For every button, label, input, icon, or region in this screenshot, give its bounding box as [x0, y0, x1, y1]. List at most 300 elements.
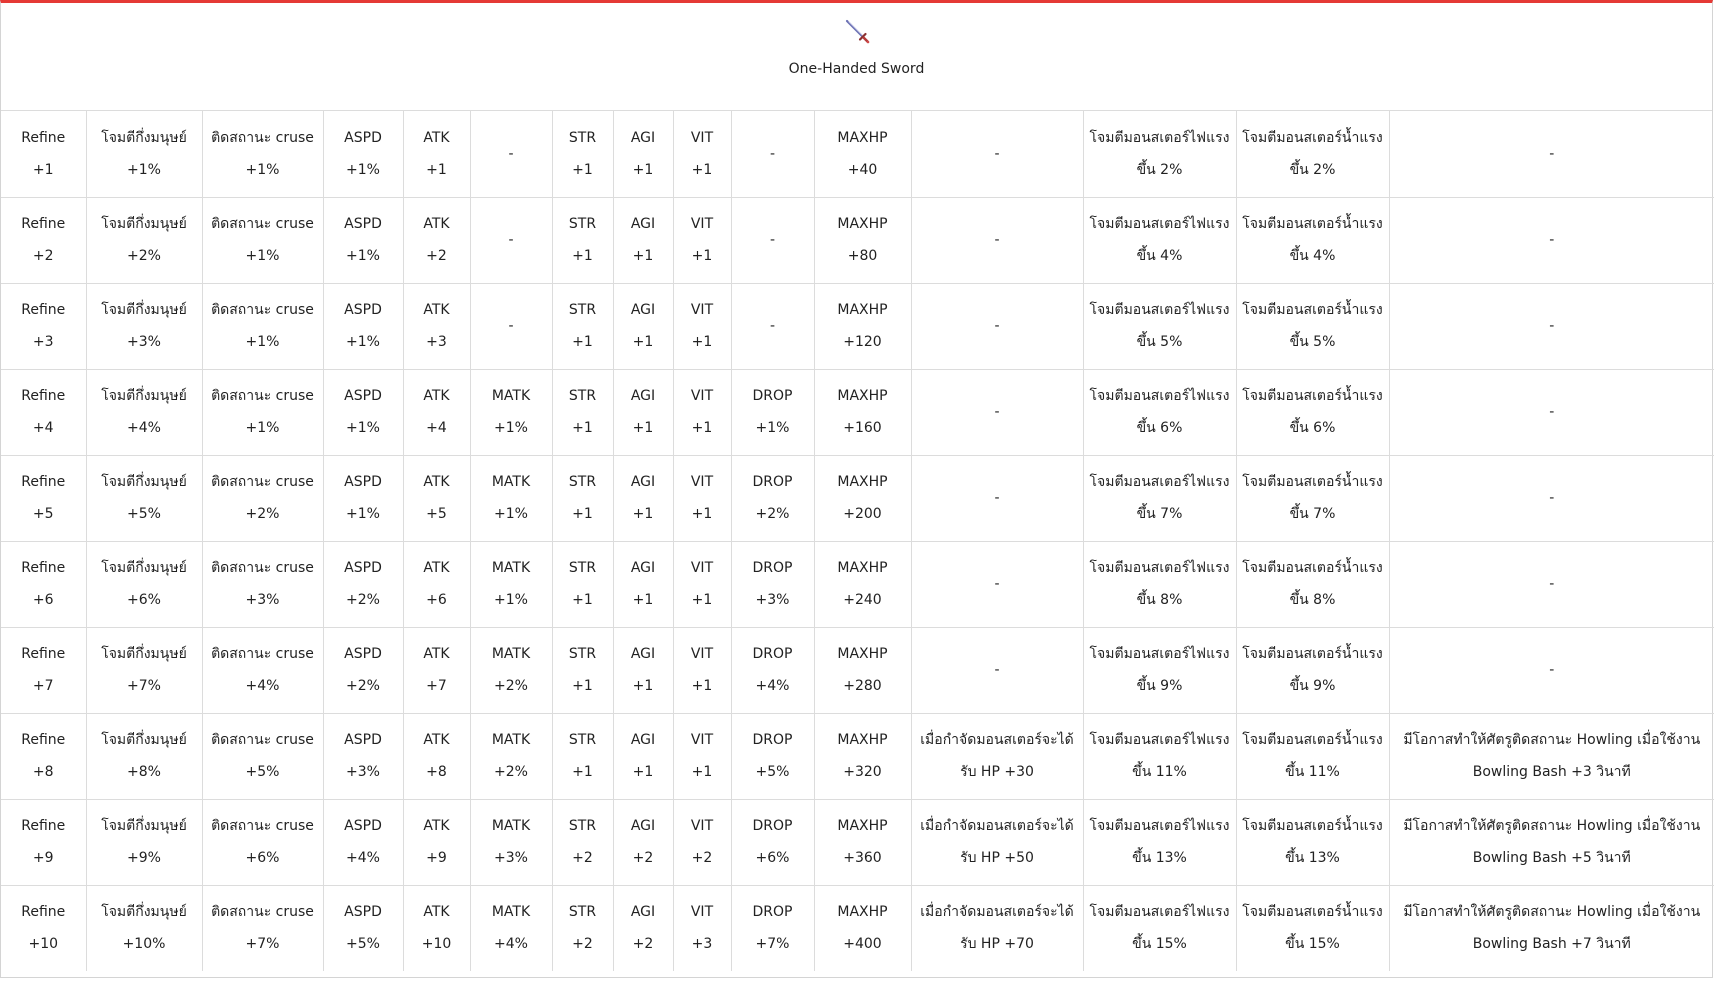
cell-curse: [202, 541, 323, 627]
maxhp-value: +400: [843, 936, 882, 953]
atk-label: ATK: [423, 560, 450, 576]
fire-label: โจมตีมอนสเตอร์ไฟแรง: [1089, 388, 1230, 404]
cell-kill: [911, 885, 1083, 971]
maxhp-value: +280: [843, 678, 882, 694]
aspd-label: ASPD: [344, 818, 382, 834]
matk-label: MATK: [491, 474, 531, 490]
humanoid-label: โจมตีกึ่งมนุษย์: [101, 646, 187, 662]
cell-aspd: [323, 885, 403, 971]
fire-label: โจมตีมอนสเตอร์ไฟแรง: [1089, 818, 1230, 834]
humanoid-value: +1%: [127, 161, 161, 178]
maxhp-value: +200: [843, 506, 882, 522]
humanoid-value: +7%: [127, 678, 161, 694]
cell-water: [1236, 627, 1389, 713]
matk-label: -: [508, 145, 514, 162]
humanoid-label: โจมตีกึ่งมนุษย์: [101, 474, 187, 490]
cell-aspd: [323, 541, 403, 627]
cell-kill: [911, 541, 1083, 627]
agi-label: AGI: [630, 388, 656, 404]
table-row: [1, 455, 1714, 541]
matk-value: +1%: [494, 506, 528, 522]
cell-fire: [1083, 627, 1236, 713]
cell-atk: [403, 111, 470, 197]
agi-value: +1: [632, 764, 654, 780]
cell-matk: [470, 713, 552, 799]
refine-value: +7: [32, 678, 54, 694]
cell-humanoid: [86, 541, 202, 627]
fire-value: ขึ้น 6%: [1136, 420, 1183, 436]
cell-refine: [1, 627, 86, 713]
water-value: ขึ้น 15%: [1285, 936, 1340, 953]
agi-label: AGI: [630, 216, 656, 232]
fire-value: ขึ้น 8%: [1136, 592, 1183, 608]
agi-label: AGI: [630, 129, 656, 146]
vit-value: +1: [691, 506, 713, 522]
howl-label: มีโอกาสทำให้ศัตรูติดสถานะ Howling เมื่อใช้งาน: [1403, 818, 1701, 834]
cell-str: [552, 369, 613, 455]
str-label: STR: [568, 904, 597, 921]
cell-atk: [403, 885, 470, 971]
fire-value: ขึ้น 5%: [1136, 334, 1183, 350]
cell-curse: [202, 627, 323, 713]
curse-label: ติดสถานะ cruse: [211, 560, 314, 576]
kill-label: เมื่อกำจัดมอนสเตอร์จะได้: [920, 818, 1074, 834]
weapon-header: [1, 3, 1712, 111]
cell-atk: [403, 713, 470, 799]
cell-str: [552, 283, 613, 369]
cell-howl: [1389, 541, 1714, 627]
vit-value: +2: [691, 850, 713, 866]
cell-water: [1236, 713, 1389, 799]
curse-value: +3%: [245, 592, 280, 608]
howl-label: -: [1549, 232, 1555, 248]
cell-curse: [202, 713, 323, 799]
vit-label: VIT: [690, 904, 714, 921]
cell-refine: [1, 111, 86, 197]
agi-value: +1: [632, 420, 654, 436]
cell-str: [552, 885, 613, 971]
cell-maxhp: [814, 885, 911, 971]
curse-value: +1%: [245, 161, 280, 178]
kill-label: -: [994, 145, 1000, 162]
water-label: โจมตีมอนสเตอร์น้ำแรง: [1242, 129, 1383, 146]
cell-aspd: [323, 455, 403, 541]
water-label: โจมตีมอนสเตอร์น้ำแรง: [1242, 388, 1383, 404]
cell-howl: [1389, 197, 1714, 283]
humanoid-label: โจมตีกึ่งมนุษย์: [101, 560, 187, 576]
cell-humanoid: [86, 197, 202, 283]
cell-agi: [613, 885, 673, 971]
sword-icon: [844, 18, 870, 44]
fire-value: ขึ้น 7%: [1136, 506, 1183, 522]
cell-atk: [403, 369, 470, 455]
matk-label: MATK: [491, 388, 531, 404]
cell-vit: [673, 455, 731, 541]
cell-kill: [911, 627, 1083, 713]
refine-table: [1, 111, 1714, 971]
drop-label: DROP: [752, 818, 793, 834]
humanoid-value: +8%: [127, 764, 161, 780]
refine-value: +3: [32, 334, 54, 350]
maxhp-value: +320: [843, 764, 882, 780]
agi-value: +1: [632, 506, 654, 522]
table-row: [1, 541, 1714, 627]
str-value: +1: [572, 161, 593, 178]
drop-label: DROP: [752, 646, 793, 662]
fire-value: ขึ้น 11%: [1132, 764, 1187, 780]
agi-label: AGI: [630, 904, 656, 921]
cell-matk: [470, 283, 552, 369]
cell-humanoid: [86, 455, 202, 541]
refine-value: +9: [32, 850, 54, 866]
humanoid-value: +3%: [127, 334, 161, 350]
cell-agi: [613, 799, 673, 885]
cell-maxhp: [814, 799, 911, 885]
cell-howl: [1389, 799, 1714, 885]
cell-drop: [731, 111, 814, 197]
str-label: STR: [568, 818, 597, 834]
maxhp-value: +120: [843, 334, 882, 350]
water-value: ขึ้น 11%: [1285, 764, 1340, 780]
atk-label: ATK: [423, 388, 450, 404]
refine-value: +8: [32, 764, 54, 780]
cell-agi: [613, 197, 673, 283]
kill-label: เมื่อกำจัดมอนสเตอร์จะได้: [920, 904, 1074, 921]
cell-atk: [403, 627, 470, 713]
cell-howl: [1389, 627, 1714, 713]
atk-label: ATK: [423, 732, 450, 748]
str-label: STR: [568, 474, 597, 490]
aspd-value: +1%: [346, 248, 380, 264]
cell-agi: [613, 283, 673, 369]
agi-value: +2: [632, 850, 654, 866]
curse-value: +6%: [245, 850, 280, 866]
fire-value: ขึ้น 2%: [1136, 161, 1183, 178]
atk-value: +1: [426, 161, 447, 178]
vit-label: VIT: [690, 388, 714, 404]
cell-water: [1236, 799, 1389, 885]
howl-label: -: [1549, 404, 1555, 420]
str-value: +1: [572, 506, 593, 522]
cell-drop: [731, 799, 814, 885]
matk-label: MATK: [491, 646, 531, 662]
str-label: STR: [568, 646, 597, 662]
agi-value: +1: [632, 248, 654, 264]
cell-maxhp: [814, 283, 911, 369]
matk-value: +2%: [494, 764, 528, 780]
aspd-label: ASPD: [344, 646, 382, 662]
cell-water: [1236, 455, 1389, 541]
fire-label: โจมตีมอนสเตอร์ไฟแรง: [1089, 129, 1230, 146]
curse-label: ติดสถานะ cruse: [211, 818, 314, 834]
cell-fire: [1083, 455, 1236, 541]
maxhp-label: MAXHP: [837, 129, 888, 146]
atk-label: ATK: [423, 646, 450, 662]
curse-label: ติดสถานะ cruse: [211, 732, 314, 748]
cell-maxhp: [814, 627, 911, 713]
fire-label: โจมตีมอนสเตอร์ไฟแรง: [1089, 474, 1230, 490]
maxhp-label: MAXHP: [837, 388, 888, 404]
cell-matk: [470, 197, 552, 283]
refine-label: Refine: [21, 388, 66, 404]
water-value: ขึ้น 5%: [1289, 334, 1336, 350]
cell-humanoid: [86, 111, 202, 197]
humanoid-value: +5%: [127, 506, 161, 522]
table-row: [1, 369, 1714, 455]
matk-value: +1%: [494, 420, 528, 436]
aspd-label: ASPD: [344, 129, 382, 146]
agi-value: +2: [632, 936, 654, 953]
cell-howl: [1389, 885, 1714, 971]
refine-value: +2: [32, 248, 54, 264]
cell-aspd: [323, 283, 403, 369]
str-label: STR: [568, 302, 597, 318]
cell-refine: [1, 541, 86, 627]
table-row: [1, 885, 1714, 971]
drop-value: +5%: [755, 764, 790, 780]
cell-atk: [403, 799, 470, 885]
aspd-value: +1%: [346, 161, 380, 178]
str-value: +1: [572, 420, 593, 436]
str-label: STR: [568, 388, 597, 404]
aspd-label: ASPD: [344, 560, 382, 576]
fire-label: โจมตีมอนสเตอร์ไฟแรง: [1089, 732, 1230, 748]
fire-value: ขึ้น 4%: [1136, 248, 1183, 264]
water-value: ขึ้น 6%: [1289, 420, 1336, 436]
atk-value: +8: [426, 764, 447, 780]
water-label: โจมตีมอนสเตอร์น้ำแรง: [1242, 732, 1383, 748]
cell-agi: [613, 541, 673, 627]
refine-label: Refine: [21, 302, 66, 318]
cell-maxhp: [814, 369, 911, 455]
str-value: +2: [572, 850, 593, 866]
aspd-label: ASPD: [344, 732, 382, 748]
refine-value: +6: [32, 592, 54, 608]
aspd-value: +5%: [346, 936, 380, 953]
howl-label: -: [1549, 490, 1555, 506]
howl-label: -: [1549, 576, 1555, 592]
agi-label: AGI: [630, 646, 656, 662]
water-value: ขึ้น 4%: [1289, 248, 1336, 264]
aspd-label: ASPD: [344, 302, 382, 318]
cell-vit: [673, 713, 731, 799]
cell-aspd: [323, 197, 403, 283]
agi-value: +1: [632, 678, 654, 694]
cell-agi: [613, 713, 673, 799]
cell-kill: [911, 799, 1083, 885]
str-value: +1: [572, 764, 593, 780]
matk-label: MATK: [491, 818, 531, 834]
cell-refine: [1, 455, 86, 541]
curse-value: +1%: [245, 334, 280, 350]
drop-label: -: [769, 145, 776, 162]
humanoid-value: +10%: [122, 936, 166, 953]
cell-agi: [613, 455, 673, 541]
howl-label: มีโอกาสทำให้ศัตรูติดสถานะ Howling เมื่อใช้งาน: [1403, 904, 1701, 921]
cell-refine: [1, 283, 86, 369]
str-label: STR: [568, 216, 597, 232]
cell-matk: [470, 111, 552, 197]
cell-water: [1236, 885, 1389, 971]
cell-refine: [1, 369, 86, 455]
curse-label: ติดสถานะ cruse: [211, 302, 314, 318]
cell-vit: [673, 283, 731, 369]
cell-matk: [470, 627, 552, 713]
atk-value: +9: [426, 850, 447, 866]
cell-refine: [1, 799, 86, 885]
matk-value: +3%: [494, 850, 528, 866]
atk-label: ATK: [423, 474, 450, 490]
aspd-value: +2%: [346, 678, 380, 694]
str-value: +1: [572, 592, 593, 608]
agi-label: AGI: [630, 302, 656, 318]
atk-value: +7: [426, 678, 447, 694]
drop-label: DROP: [752, 388, 793, 404]
kill-label: เมื่อกำจัดมอนสเตอร์จะได้: [920, 732, 1074, 748]
cell-aspd: [323, 369, 403, 455]
str-label: STR: [568, 129, 597, 146]
cell-fire: [1083, 283, 1236, 369]
cell-aspd: [323, 713, 403, 799]
cell-fire: [1083, 799, 1236, 885]
agi-label: AGI: [630, 732, 656, 748]
cell-water: [1236, 111, 1389, 197]
cell-str: [552, 541, 613, 627]
howl-value: Bowling Bash +3 วินาที: [1472, 764, 1631, 780]
drop-value: +3%: [755, 592, 790, 608]
table-row: [1, 713, 1714, 799]
drop-label: -: [769, 232, 776, 248]
cell-str: [552, 799, 613, 885]
cell-matk: [470, 369, 552, 455]
atk-label: ATK: [423, 818, 450, 834]
kill-value: รับ HP +30: [960, 764, 1034, 780]
atk-label: ATK: [423, 904, 450, 921]
humanoid-label: โจมตีกึ่งมนุษย์: [101, 302, 187, 318]
cell-maxhp: [814, 111, 911, 197]
agi-value: +1: [632, 592, 654, 608]
aspd-value: +1%: [346, 420, 380, 436]
str-value: +2: [572, 936, 593, 953]
cell-curse: [202, 283, 323, 369]
cell-howl: [1389, 111, 1714, 197]
vit-label: VIT: [690, 216, 714, 232]
cell-refine: [1, 197, 86, 283]
cell-humanoid: [86, 369, 202, 455]
maxhp-label: MAXHP: [837, 646, 888, 662]
refine-value: +4: [32, 420, 54, 436]
cell-humanoid: [86, 283, 202, 369]
vit-label: VIT: [690, 732, 714, 748]
cell-drop: [731, 885, 814, 971]
howl-value: Bowling Bash +5 วินาที: [1472, 850, 1631, 866]
water-value: ขึ้น 8%: [1289, 592, 1336, 608]
water-label: โจมตีมอนสเตอร์น้ำแรง: [1242, 302, 1383, 318]
cell-curse: [202, 369, 323, 455]
cell-agi: [613, 111, 673, 197]
humanoid-label: โจมตีกึ่งมนุษย์: [101, 388, 187, 404]
water-label: โจมตีมอนสเตอร์น้ำแรง: [1242, 818, 1383, 834]
refine-label: Refine: [21, 732, 66, 748]
maxhp-value: +360: [843, 850, 882, 866]
drop-label: -: [769, 318, 776, 334]
atk-value: +3: [426, 334, 447, 350]
kill-value: รับ HP +50: [960, 850, 1034, 866]
vit-value: +1: [691, 161, 713, 178]
vit-label: VIT: [690, 560, 714, 576]
water-value: ขึ้น 13%: [1285, 850, 1340, 866]
fire-label: โจมตีมอนสเตอร์ไฟแรง: [1089, 216, 1230, 232]
drop-value: +4%: [755, 678, 790, 694]
water-value: ขึ้น 7%: [1289, 506, 1336, 522]
cell-str: [552, 197, 613, 283]
maxhp-value: +40: [847, 161, 878, 178]
kill-label: -: [994, 576, 1000, 592]
cell-vit: [673, 369, 731, 455]
maxhp-label: MAXHP: [837, 818, 888, 834]
table-row: [1, 627, 1714, 713]
cell-curse: [202, 799, 323, 885]
cell-str: [552, 627, 613, 713]
aspd-label: ASPD: [344, 904, 382, 921]
str-value: +1: [572, 248, 593, 264]
vit-label: VIT: [690, 474, 714, 490]
humanoid-label: โจมตีกึ่งมนุษย์: [101, 818, 187, 834]
humanoid-label: โจมตีกึ่งมนุษย์: [101, 904, 187, 921]
cell-kill: [911, 197, 1083, 283]
curse-label: ติดสถานะ cruse: [211, 216, 314, 232]
str-label: STR: [568, 560, 597, 576]
vit-value: +1: [691, 764, 713, 780]
aspd-label: ASPD: [344, 388, 382, 404]
cell-matk: [470, 885, 552, 971]
agi-label: AGI: [630, 560, 656, 576]
cell-vit: [673, 111, 731, 197]
cell-drop: [731, 713, 814, 799]
matk-label: MATK: [491, 732, 531, 748]
kill-label: -: [994, 232, 1000, 248]
cell-atk: [403, 283, 470, 369]
cell-humanoid: [86, 627, 202, 713]
water-label: โจมตีมอนสเตอร์น้ำแรง: [1242, 904, 1383, 921]
cell-kill: [911, 713, 1083, 799]
refine-label: Refine: [21, 904, 66, 921]
cell-agi: [613, 627, 673, 713]
cell-curse: [202, 111, 323, 197]
vit-label: VIT: [690, 646, 714, 662]
vit-value: +1: [691, 334, 713, 350]
str-value: +1: [572, 334, 593, 350]
agi-value: +1: [632, 161, 654, 178]
maxhp-value: +240: [843, 592, 882, 608]
cell-howl: [1389, 455, 1714, 541]
humanoid-label: โจมตีกึ่งมนุษย์: [101, 216, 187, 232]
cell-aspd: [323, 799, 403, 885]
fire-value: ขึ้น 15%: [1132, 936, 1187, 953]
cell-curse: [202, 197, 323, 283]
cell-str: [552, 111, 613, 197]
cell-kill: [911, 369, 1083, 455]
matk-value: +4%: [494, 936, 528, 953]
aspd-value: +1%: [346, 506, 380, 522]
cell-vit: [673, 627, 731, 713]
water-value: ขึ้น 2%: [1289, 161, 1336, 178]
fire-label: โจมตีมอนสเตอร์ไฟแรง: [1089, 560, 1230, 576]
curse-value: +1%: [245, 248, 280, 264]
water-label: โจมตีมอนสเตอร์น้ำแรง: [1242, 646, 1383, 662]
refine-label: Refine: [21, 474, 66, 490]
drop-label: DROP: [752, 474, 793, 490]
